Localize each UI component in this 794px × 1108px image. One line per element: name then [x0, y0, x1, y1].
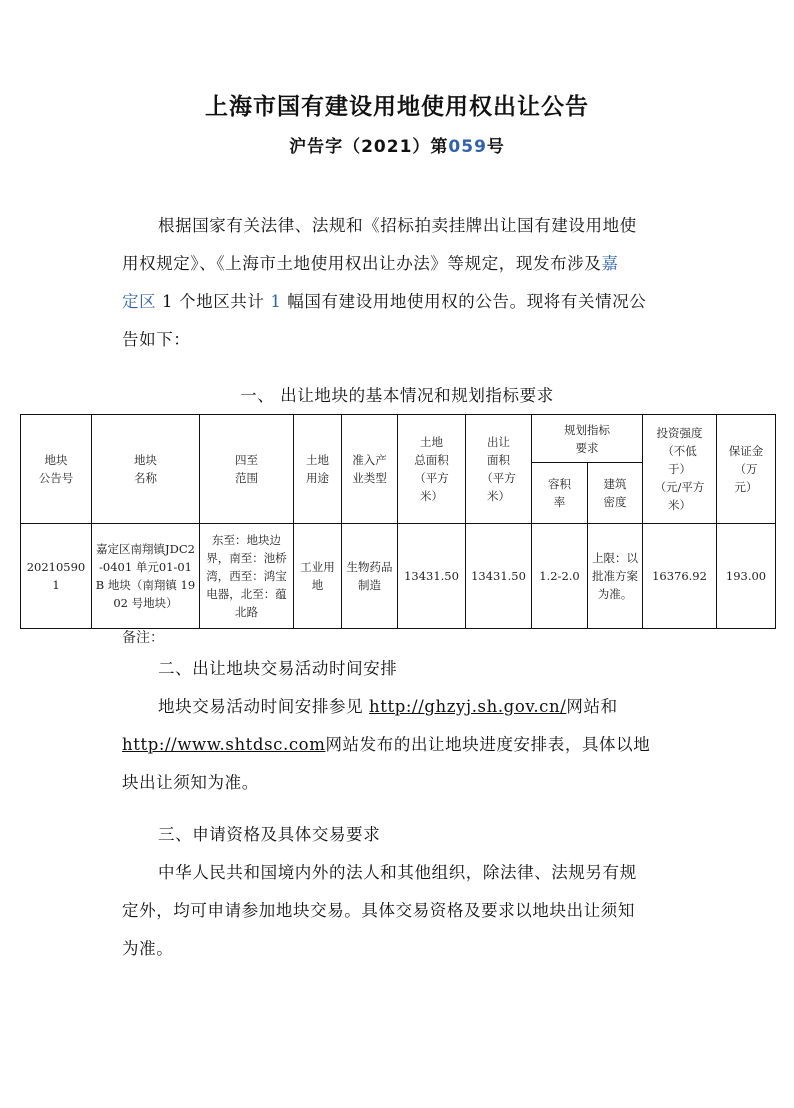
intro-district-part-1: 嘉 — [601, 254, 619, 273]
doc-number — [0, 132, 794, 157]
cell-density: 上限：以批准方案为准。 — [588, 524, 643, 629]
header-industry: 准入产 业类型 — [342, 415, 398, 524]
intro-paragraph — [122, 207, 676, 359]
cell-far: 1.2-2.0 — [532, 524, 588, 629]
cell-boundaries: 东至：地块边界，南至：池桥湾，西至：鸿宝电器，北至：蕴北路 — [200, 524, 294, 629]
intro-line-3-text-a: 1 个地区共计 — [156, 292, 271, 311]
section-2-line-2-text: 网站发布的出让地块进度安排表，具体以地 — [325, 735, 651, 754]
header-planning: 规划指标 要求 — [532, 415, 643, 463]
section-3-line-2: 定外，均可申请参加地块交易。具体交易资格及要求以地块出让须知 — [122, 901, 635, 920]
table-header-row — [21, 415, 776, 463]
intro-line-2 — [122, 245, 676, 283]
intro-district-part-2: 定区 — [122, 292, 157, 311]
section-2 — [122, 650, 676, 802]
section-3-line-3: 为准。 — [122, 939, 174, 958]
header-parcel-name: 地块 名称 — [92, 415, 200, 524]
header-far: 容积 率 — [532, 463, 588, 524]
parcel-table — [20, 414, 776, 629]
intro-parcel-count: 1 — [270, 292, 282, 311]
header-parcel-no: 地块 公告号 — [21, 415, 92, 524]
cell-parcel-name: 嘉定区南翔镇JDC2-0401 单元01-01B 地块（南翔镇 1902 号地块） — [92, 524, 200, 629]
header-investment: 投资强度 （不低 于） （元/平方 米） — [643, 415, 717, 524]
intro-line-3-text-b: 幅国有建设用地使用权的公告。现将有关情况公 — [281, 292, 647, 311]
section-3-line-1: 中华人民共和国境内外的法人和其他组织，除法律、法规另有规 — [158, 863, 637, 882]
cell-investment: 16376.92 — [643, 524, 717, 629]
page-title: 上海市国有建设用地使用权出让公告 — [205, 94, 589, 120]
table-row — [21, 524, 776, 629]
header-deposit: 保证金 （万 元） — [717, 415, 776, 524]
cell-deposit: 193.00 — [717, 524, 776, 629]
section-2-line-1-text: 地块交易活动时间安排参见 — [158, 697, 370, 716]
section-1-heading: 一、 出让地块的基本情况和规划指标要求 — [240, 386, 554, 405]
link-shtdsc[interactable]: http://www.shtdsc.com — [122, 735, 326, 754]
section-2-line-3: 块出让须知为准。 — [122, 773, 259, 792]
cell-transfer-area: 13431.50 — [466, 524, 532, 629]
header-land-use: 土地 用途 — [294, 415, 342, 524]
header-total-area: 土地 总面积 （平方 米） — [398, 415, 466, 524]
intro-line-4: 告如下： — [122, 330, 191, 349]
cell-total-area: 13431.50 — [398, 524, 466, 629]
cell-industry: 生物药品制造 — [342, 524, 398, 629]
doc-number-prefix: 沪告字（2021）第 — [289, 137, 449, 157]
section-2-line-1 — [122, 688, 676, 726]
section-3-heading: 三、申请资格及具体交易要求 — [158, 825, 381, 844]
doc-number-value: 059 — [448, 137, 487, 157]
section-2-heading: 二、出让地块交易活动时间安排 — [158, 659, 398, 678]
header-boundaries: 四至 范围 — [200, 415, 294, 524]
section-2-line-1-text-b: 网站和 — [566, 697, 618, 716]
cell-parcel-no: 202105901 — [21, 524, 92, 629]
doc-number-suffix: 号 — [486, 137, 505, 157]
intro-line-2-text: 用权规定》、《上海市土地使用权出让办法》等规定，现发布涉及 — [122, 254, 602, 273]
header-transfer-area: 出让 面积 （平方 米） — [466, 415, 532, 524]
section-3 — [122, 816, 676, 968]
header-density: 建筑 密度 — [588, 463, 643, 524]
table-note: 备注： — [122, 630, 164, 646]
cell-land-use: 工业用地 — [294, 524, 342, 629]
section-2-line-2 — [122, 726, 676, 764]
intro-line-1: 根据国家有关法律、法规和《招标拍卖挂牌出让国有建设用地使 — [158, 216, 637, 235]
intro-line-3 — [122, 283, 676, 321]
link-ghzyj[interactable]: http://ghzyj.sh.gov.cn/ — [369, 697, 567, 716]
